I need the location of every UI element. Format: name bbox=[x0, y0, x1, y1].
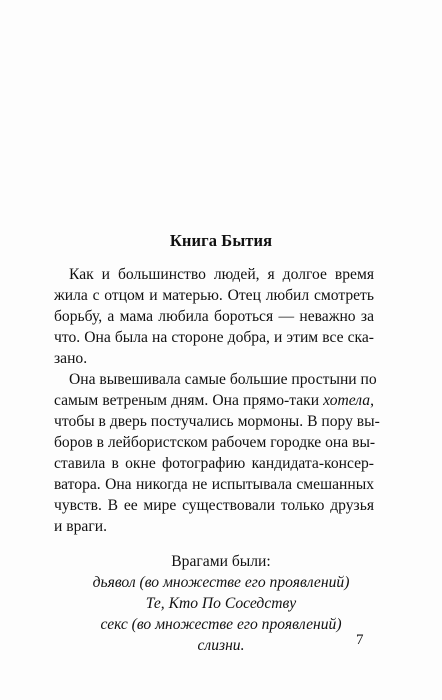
paragraph-1-line: жила с отцом и матерью. Отец любил смотреть bbox=[54, 287, 374, 304]
paragraph-2-line: чувств. В ее мире существовали только друзья bbox=[54, 497, 374, 514]
paragraph-2-line: ватора. Она никогда не испытывала смешанных bbox=[54, 476, 374, 493]
page-number: 7 bbox=[356, 632, 364, 648]
enemies-item: секс (во множестве его проявлений) bbox=[100, 616, 342, 633]
paragraph-1-line: Как и большинство людей, я долгое время bbox=[69, 266, 374, 283]
enemies-item: слизни. bbox=[197, 637, 245, 654]
paragraph-2-line: боров в лейбористском рабочем городке она вы- bbox=[54, 434, 376, 451]
emphasis-text: хотела bbox=[323, 392, 371, 409]
paragraph-1-line: борьбу, а мама любила бороться — неважно за bbox=[54, 308, 374, 325]
paragraph-2-text: самым ветреным дням. Она прямо-таки bbox=[54, 392, 324, 409]
paragraph-1-line: что. Она была на стороне добра, и этим все ска- bbox=[54, 329, 374, 346]
paragraph-2-line: ставила в окне фотографию кандидата-консер- bbox=[54, 455, 374, 472]
paragraph-2-line bbox=[54, 391, 374, 411]
chapter-title: Книга Бытия bbox=[169, 231, 273, 250]
paragraph-1-line: зано. bbox=[54, 350, 88, 367]
paragraph-2-line: и враги. bbox=[54, 518, 107, 535]
paragraph-2-line: Она вывешивала самые большие простыни по bbox=[69, 371, 377, 388]
enemies-heading: Врагами были: bbox=[171, 553, 271, 570]
enemies-item: Те, Кто По Соседству bbox=[145, 595, 297, 612]
paragraph-2-line: чтобы в дверь постучались мормоны. В пору вы- bbox=[54, 413, 380, 430]
enemies-item: дьявол (во множестве его проявлений) bbox=[92, 574, 350, 591]
paragraph-2-text: , bbox=[370, 392, 374, 409]
